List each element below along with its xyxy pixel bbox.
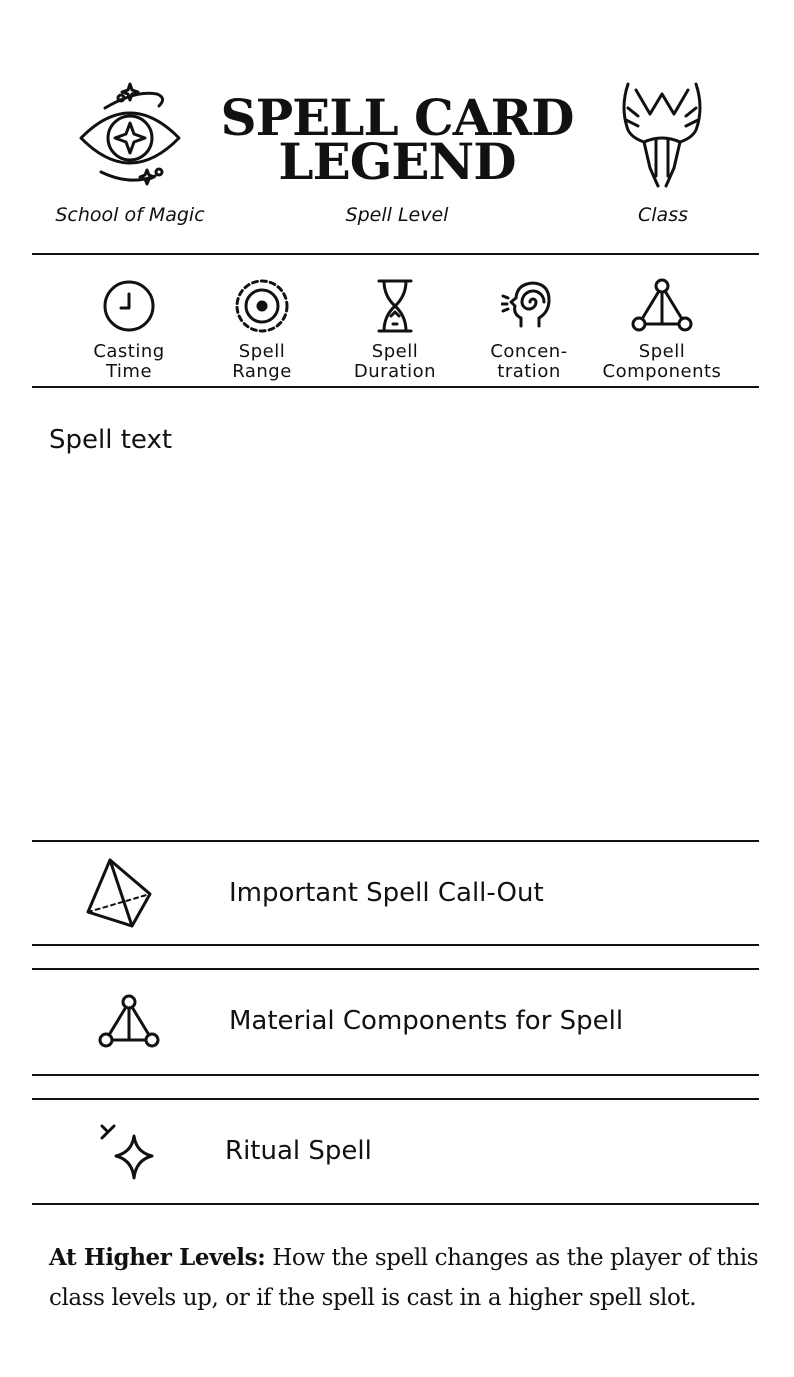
stat-concentration	[454, 278, 604, 382]
callout-label: Ritual Spell	[225, 1136, 372, 1166]
stat-spell-components	[587, 278, 737, 382]
divider	[32, 386, 759, 388]
sparkle-icon	[98, 1122, 158, 1184]
clock-icon	[101, 278, 157, 334]
title-line-2: LEGEND	[278, 132, 516, 191]
spell-text: Spell text	[49, 425, 173, 455]
stat-label: Spell Duration	[353, 341, 437, 382]
divider	[32, 253, 759, 255]
target-icon	[234, 278, 290, 334]
higher-levels-paragraph	[49, 1238, 759, 1318]
school-of-magic-icon	[75, 80, 185, 190]
crystal-icon	[84, 856, 154, 928]
stat-label: Casting Time	[93, 341, 165, 382]
callout-label: Material Components for Spell	[229, 1006, 624, 1036]
stat-casting-time	[54, 278, 204, 382]
callout-material-components	[32, 970, 759, 1074]
head-spiral-icon	[501, 278, 557, 334]
title-line-1: SPELL CARD	[220, 88, 574, 147]
stat-spell-range	[187, 278, 337, 382]
callout-label: Important Spell Call-Out	[229, 878, 544, 908]
class-label: Class	[638, 204, 688, 226]
components-triangle-icon	[96, 994, 162, 1050]
stat-label: Spell Components	[602, 341, 722, 382]
divider	[32, 944, 759, 946]
callout-important	[32, 842, 759, 944]
school-of-magic-label: School of Magic	[55, 204, 205, 226]
higher-levels-text: How the spell changes as the player of this class levels up, or if the spell is cast in a higher spell slot.	[49, 1245, 759, 1311]
class-icon	[614, 78, 710, 190]
stat-spell-duration	[320, 278, 470, 382]
higher-levels-label: At Higher Levels:	[49, 1244, 266, 1271]
divider	[32, 1074, 759, 1076]
eye-icon	[75, 80, 185, 190]
divider	[32, 1203, 759, 1205]
spell-level-label: Spell Level	[345, 204, 449, 226]
components-triangle-icon	[631, 278, 693, 334]
hourglass-icon	[367, 278, 423, 334]
page-title	[200, 88, 594, 191]
stat-label: Concen- tration	[490, 341, 568, 382]
stat-label: Spell Range	[232, 341, 292, 382]
winged-helmet-icon	[614, 78, 710, 190]
callout-ritual	[32, 1100, 759, 1202]
